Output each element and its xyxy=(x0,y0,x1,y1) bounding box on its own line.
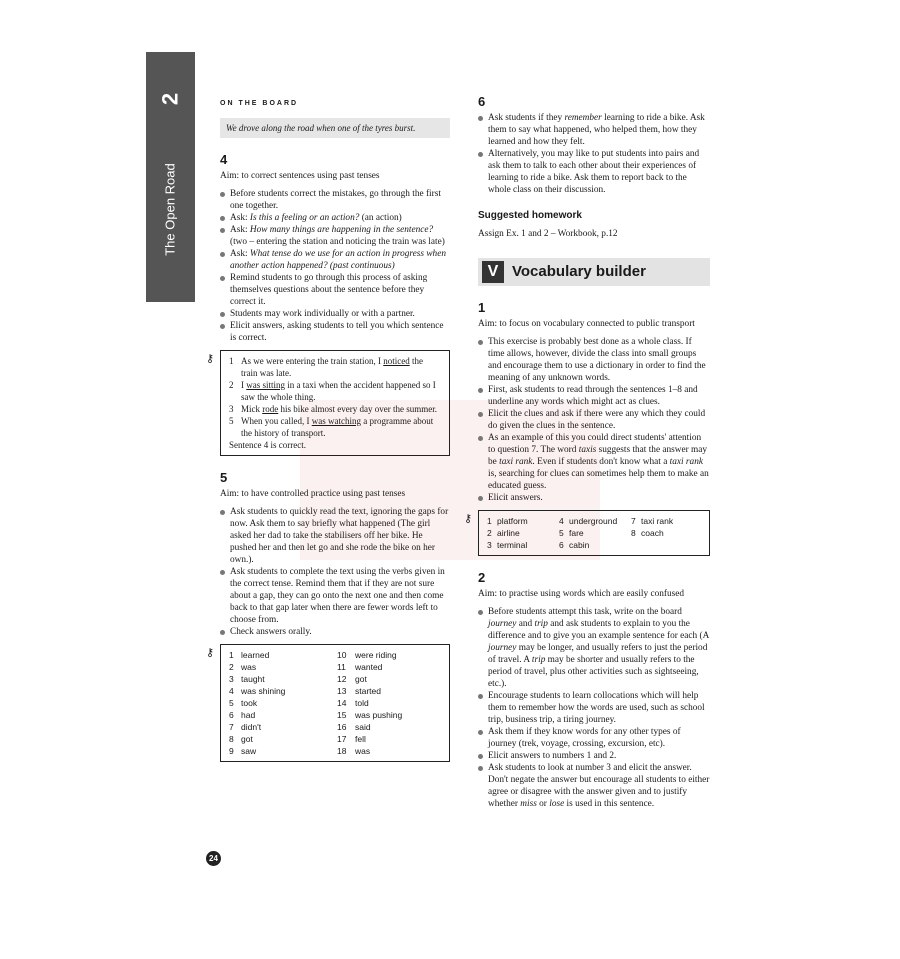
list-item: Ask them if they know words for any other types of journey (trek, voyage, crossing, excursion, etc). xyxy=(478,726,710,750)
list-item: This exercise is probably best done as a whole class. If time allows, however, divide the class into small groups and encourage them to use a dictionary in order to find the meaning of any unknown words. xyxy=(478,336,710,384)
vocab-exercise-1-answers xyxy=(487,515,701,551)
exercise-6-number: 6 xyxy=(478,94,486,109)
answer-item: 8 got xyxy=(229,734,253,744)
unit-number: 2 xyxy=(157,92,183,106)
vocab-exercise-1-aim: Aim: to focus on vocabulary connected to public transport xyxy=(478,319,695,329)
unit-title: The Open Road xyxy=(162,163,178,256)
list-item: Before students correct the mistakes, go through the first one together. xyxy=(220,188,450,212)
list-item: Elicit the clues and ask if there were any which they could do given the clues in the sentence. xyxy=(478,408,710,432)
answer-item: 7 didn't xyxy=(229,722,262,732)
answer-item: 15 was pushing xyxy=(337,710,403,720)
list-item: Ask students to complete the text using the verbs given in the correct tense. Remind them that if they are not sure about a gap, they can go onto the next one and then come back to that gap later when there are fewer words left to choose from. xyxy=(220,566,450,626)
page-number: 24 xyxy=(206,851,221,866)
answer-item: 13 started xyxy=(337,686,381,696)
vocabulary-letter-icon: V xyxy=(482,261,504,283)
homework-text: Assign Ex. 1 and 2 – Workbook, p.12 xyxy=(478,229,618,239)
board-sentence: We drove along the road when one of the tyres burst. xyxy=(220,118,450,138)
answer-item: 6 cabin xyxy=(559,540,590,550)
answer-item: 1 As we were entering the train station, I noticed the train was late. xyxy=(229,356,423,378)
right-column xyxy=(464,94,710,810)
list-item: Ask: How many things are happening in the sentence? (two – entering the station and noticing the train was late) xyxy=(220,224,450,248)
list-item: Ask students to look at number 3 and elicit the answer. Don't negate the answer but encourage all students to either agree or disagree with the answer given and to justify whether miss or lose is used in this sentence. xyxy=(478,762,710,810)
answer-item: 2 airline xyxy=(487,528,520,538)
answer-item: 5 fare xyxy=(559,528,584,538)
answer-item: 1 learned xyxy=(229,650,270,660)
list-item: Ask students to quickly read the text, ignoring the gaps for now. Ask them to say briefly what happened (The girl asked her dad to take the stabilisers off her bike. He pushed her and then let go and she rode the bike on her own.). xyxy=(220,506,450,566)
homework-heading: Suggested homework xyxy=(478,210,582,221)
exercise-5-aim: Aim: to have controlled practice using past tenses xyxy=(220,489,406,499)
exercise-4-steps xyxy=(220,188,450,344)
vocabulary-builder-title: Vocabulary builder xyxy=(512,263,646,280)
answer-item: 3 Mick rode his bike almost every day over the summer. xyxy=(229,404,437,414)
answer-item: 2 was xyxy=(229,662,257,672)
answer-item: 7 taxi rank xyxy=(631,516,674,526)
key-icon: ⚷ xyxy=(206,352,215,365)
answer-item: 18 was xyxy=(337,746,371,756)
answer-item: 2 I was sitting in a taxi when the accident happened so I saw the whole thing. xyxy=(229,380,436,402)
list-item: Alternatively, you may like to put students into pairs and ask them to talk to each other about their experiences of learning to ride a bike. Ask them to report back to the whole class on their discussion. xyxy=(478,148,710,196)
answer-item: 1 platform xyxy=(487,516,528,526)
answer-item: 4 was shining xyxy=(229,686,286,696)
list-item: Ask: What tense do we use for an action in progress when another action happened? (past continuous) xyxy=(220,248,450,272)
answer-item: 4 underground xyxy=(559,516,618,526)
list-item: Before students attempt this task, write on the board journey and trip and ask students to explain to you the difference and to give you an example sentence for each (A journey may be longer, and usually refers to just the period of travel. A trip may be shorter and usually refers to the period of travel, plus other activities such as sightseeing, etc.). xyxy=(478,606,710,690)
list-item: Elicit answers. xyxy=(478,492,710,504)
answer-item: 14 told xyxy=(337,698,369,708)
left-column xyxy=(206,96,450,762)
exercise-4-aim: Aim: to correct sentences using past tenses xyxy=(220,171,380,181)
exercise-5-answer-key xyxy=(206,644,450,762)
on-the-board-label: ON THE BOARD xyxy=(220,100,299,107)
list-item: Encourage students to learn collocations which will help them to remember how the words are used, such as school trip, business trip, a tiring journey. xyxy=(478,690,710,726)
answer-item: 3 taught xyxy=(229,674,265,684)
vocabulary-builder-banner xyxy=(478,258,710,286)
key-icon: ⚷ xyxy=(464,512,473,525)
answer-item: 12 got xyxy=(337,674,367,684)
exercise-4-number: 4 xyxy=(220,152,228,167)
list-item: Check answers orally. xyxy=(220,626,450,638)
answer-item: 10 were riding xyxy=(337,650,397,660)
vocab-exercise-1-answer-key xyxy=(464,510,710,556)
list-item: Elicit answers to numbers 1 and 2. xyxy=(478,750,710,762)
exercise-5-answers xyxy=(229,649,441,757)
answer-item: 5 When you called, I was watching a programme about the history of transport. xyxy=(229,416,434,438)
answer-item: 5 took xyxy=(229,698,258,708)
list-item: Remind students to go through this process of asking themselves questions about the sentence before they correct it. xyxy=(220,272,450,308)
unit-side-tab xyxy=(146,52,195,302)
vocab-exercise-1-steps xyxy=(478,336,710,504)
key-icon: ⚷ xyxy=(206,646,215,659)
answer-item: 11 wanted xyxy=(337,662,383,672)
answer-item: 8 coach xyxy=(631,528,664,538)
list-item: Students may work individually or with a partner. xyxy=(220,308,450,320)
vocab-exercise-2-aim: Aim: to practise using words which are easily confused xyxy=(478,589,685,599)
exercise-4-answer-key xyxy=(206,350,450,456)
answer-item: 17 fell xyxy=(337,734,366,744)
answer-note: Sentence 4 is correct. xyxy=(229,440,306,450)
exercise-6-steps xyxy=(478,112,710,196)
list-item: As an example of this you could direct students' attention to question 7. The word taxis suggests that the answer may be taxi rank. Even if students don't know what a taxi rank is, searching for clues can sometimes help them to make an educated guess. xyxy=(478,432,710,492)
answer-item: 9 saw xyxy=(229,746,257,756)
vocab-exercise-1-number: 1 xyxy=(478,300,486,315)
answer-item: 16 said xyxy=(337,722,371,732)
list-item: Ask: Is this a feeling or an action? (an action) xyxy=(220,212,450,224)
list-item: Ask students if they remember learning to ride a bike. Ask them to say what happened, who helped them, how they learned and how they felt. xyxy=(478,112,710,148)
answer-item: 6 had xyxy=(229,710,256,720)
vocab-exercise-2-steps xyxy=(478,606,710,810)
exercise-5-number: 5 xyxy=(220,470,228,485)
vocab-exercise-2-number: 2 xyxy=(478,570,486,585)
exercise-5-steps xyxy=(220,506,450,638)
list-item: First, ask students to read through the sentences 1–8 and underline any words which might act as clues. xyxy=(478,384,710,408)
list-item: Elicit answers, asking students to tell you which sentence is correct. xyxy=(220,320,450,344)
answer-item: 3 terminal xyxy=(487,540,528,550)
